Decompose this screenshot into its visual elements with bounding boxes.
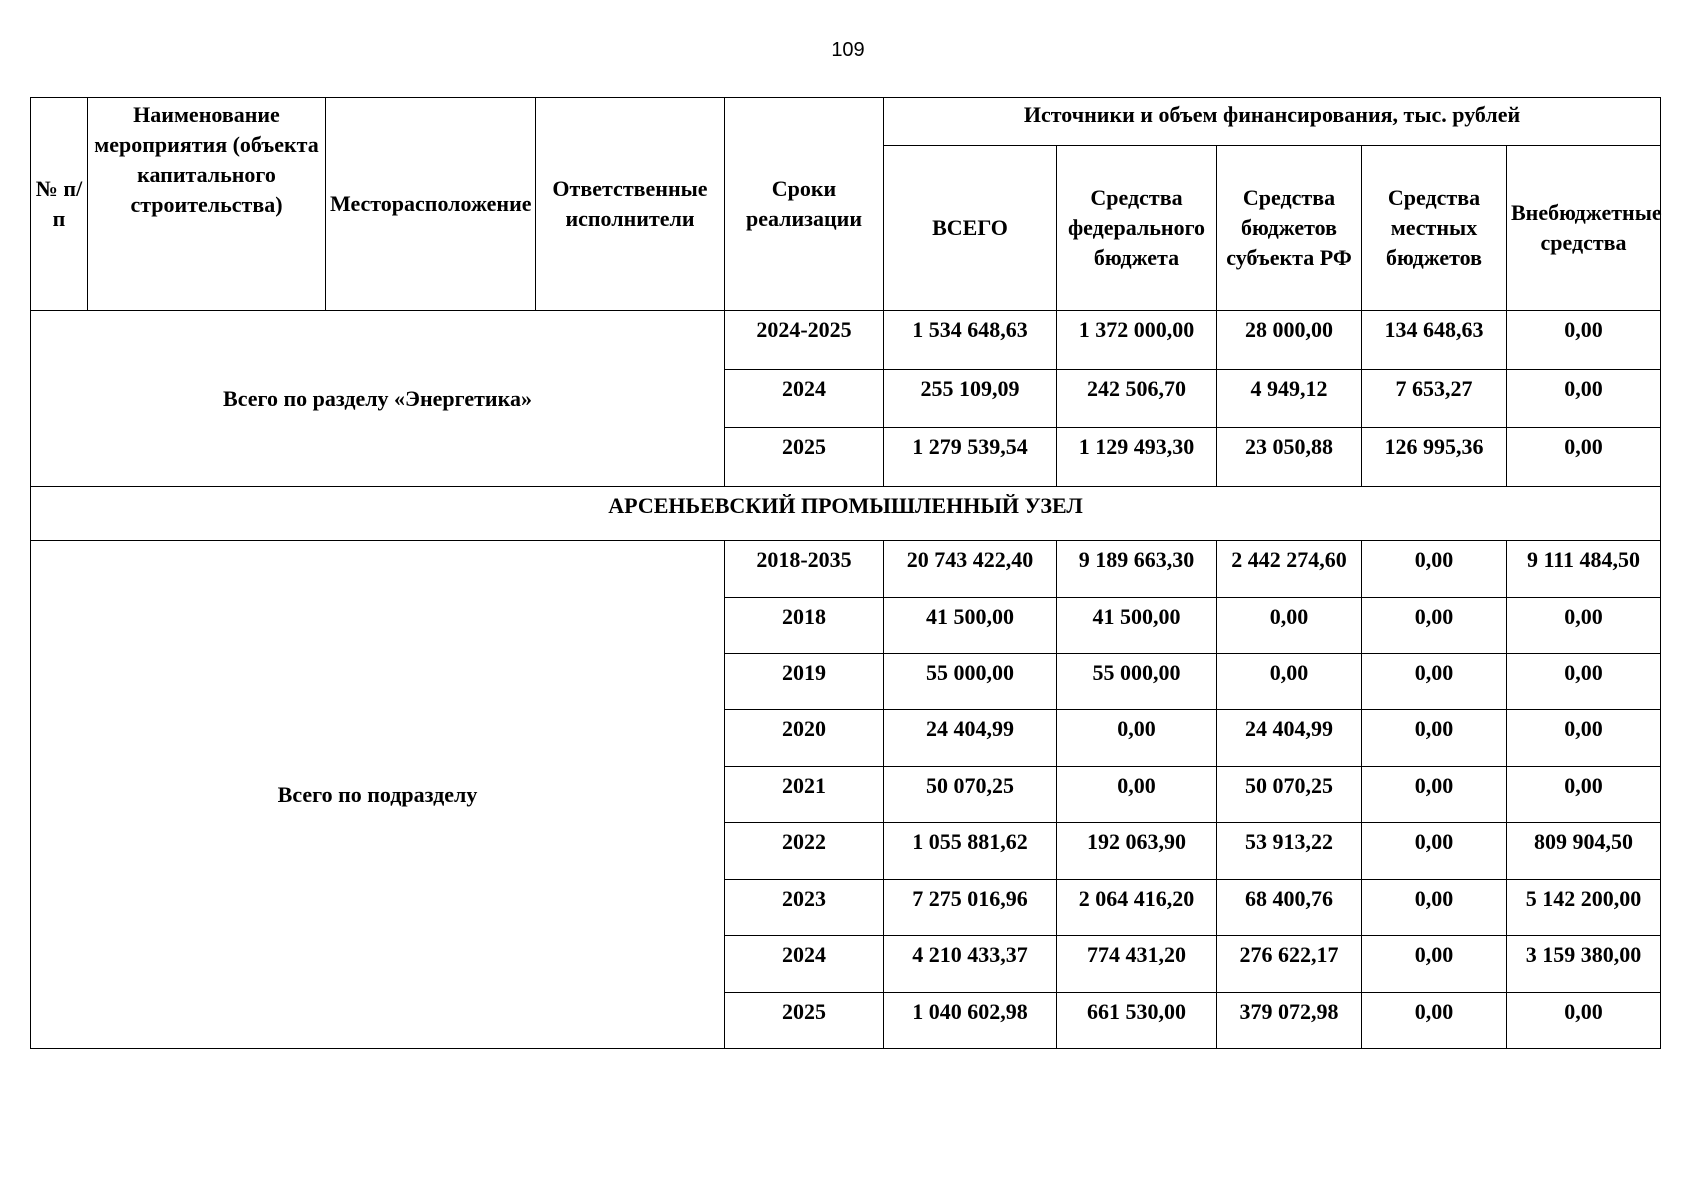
total-cell: 7 275 016,96 [884, 879, 1057, 935]
header-responsible: Ответственные исполнители [536, 98, 725, 311]
energy-row [31, 311, 1661, 369]
arsenyev-total-label: Всего по подразделу [31, 541, 725, 1049]
local-cell: 126 995,36 [1362, 428, 1507, 486]
subject-cell: 24 404,99 [1217, 710, 1362, 766]
federal-cell: 1 129 493,30 [1057, 428, 1217, 486]
local-cell: 0,00 [1362, 766, 1507, 822]
header-federal: Средства федерального бюджета [1057, 146, 1217, 311]
header-row-1 [31, 98, 1661, 146]
offbudget-cell: 0,00 [1507, 653, 1661, 709]
total-cell: 50 070,25 [884, 766, 1057, 822]
period-cell: 2018 [725, 597, 884, 653]
period-cell: 2023 [725, 879, 884, 935]
header-period: Сроки реализации [725, 98, 884, 311]
subject-cell: 0,00 [1217, 597, 1362, 653]
total-cell: 1 055 881,62 [884, 823, 1057, 879]
subject-cell: 2 442 274,60 [1217, 541, 1362, 597]
federal-cell: 9 189 663,30 [1057, 541, 1217, 597]
section-title: АРСЕНЬЕВСКИЙ ПРОМЫШЛЕННЫЙ УЗЕЛ [31, 486, 1661, 540]
total-cell: 4 210 433,37 [884, 936, 1057, 992]
federal-cell: 242 506,70 [1057, 369, 1217, 427]
subject-cell: 4 949,12 [1217, 369, 1362, 427]
subject-cell: 276 622,17 [1217, 936, 1362, 992]
federal-cell: 192 063,90 [1057, 823, 1217, 879]
total-cell: 255 109,09 [884, 369, 1057, 427]
period-cell: 2020 [725, 710, 884, 766]
total-cell: 1 279 539,54 [884, 428, 1057, 486]
federal-cell: 41 500,00 [1057, 597, 1217, 653]
federal-cell: 0,00 [1057, 766, 1217, 822]
offbudget-cell: 5 142 200,00 [1507, 879, 1661, 935]
local-cell: 7 653,27 [1362, 369, 1507, 427]
period-cell: 2018-2035 [725, 541, 884, 597]
period-cell: 2021 [725, 766, 884, 822]
federal-cell: 661 530,00 [1057, 992, 1217, 1049]
local-cell: 0,00 [1362, 541, 1507, 597]
local-cell: 0,00 [1362, 653, 1507, 709]
local-cell: 0,00 [1362, 936, 1507, 992]
offbudget-cell: 0,00 [1507, 992, 1661, 1049]
subject-cell: 50 070,25 [1217, 766, 1362, 822]
subject-cell: 379 072,98 [1217, 992, 1362, 1049]
subject-cell: 0,00 [1217, 653, 1362, 709]
federal-cell: 2 064 416,20 [1057, 879, 1217, 935]
financing-table [30, 97, 1661, 1049]
period-cell: 2022 [725, 823, 884, 879]
offbudget-cell: 0,00 [1507, 597, 1661, 653]
offbudget-cell: 0,00 [1507, 311, 1661, 369]
subject-cell: 23 050,88 [1217, 428, 1362, 486]
header-local: Средства местных бюджетов [1362, 146, 1507, 311]
total-cell: 24 404,99 [884, 710, 1057, 766]
period-cell: 2025 [725, 428, 884, 486]
federal-cell: 55 000,00 [1057, 653, 1217, 709]
page-number: 109 [831, 39, 865, 61]
local-cell: 0,00 [1362, 823, 1507, 879]
header-total: ВСЕГО [884, 146, 1057, 311]
offbudget-cell: 809 904,50 [1507, 823, 1661, 879]
section-title-row [31, 486, 1661, 540]
subject-cell: 28 000,00 [1217, 311, 1362, 369]
offbudget-cell: 0,00 [1507, 369, 1661, 427]
total-cell: 1 040 602,98 [884, 992, 1057, 1049]
header-offbudget: Внебюджетные средства [1507, 146, 1661, 311]
period-cell: 2024 [725, 936, 884, 992]
header-name: Наименование мероприятия (объекта капитального строительства) [88, 98, 326, 311]
offbudget-cell: 0,00 [1507, 428, 1661, 486]
offbudget-cell: 3 159 380,00 [1507, 936, 1661, 992]
header-subject: Средства бюджетов субъекта РФ [1217, 146, 1362, 311]
offbudget-cell: 9 111 484,50 [1507, 541, 1661, 597]
period-cell: 2024-2025 [725, 311, 884, 369]
local-cell: 0,00 [1362, 992, 1507, 1049]
local-cell: 0,00 [1362, 710, 1507, 766]
arsenyev-row [31, 541, 1661, 597]
federal-cell: 0,00 [1057, 710, 1217, 766]
total-cell: 1 534 648,63 [884, 311, 1057, 369]
period-cell: 2025 [725, 992, 884, 1049]
total-cell: 55 000,00 [884, 653, 1057, 709]
local-cell: 134 648,63 [1362, 311, 1507, 369]
local-cell: 0,00 [1362, 597, 1507, 653]
subject-cell: 53 913,22 [1217, 823, 1362, 879]
total-cell: 20 743 422,40 [884, 541, 1057, 597]
total-cell: 41 500,00 [884, 597, 1057, 653]
period-cell: 2024 [725, 369, 884, 427]
energy-total-label: Всего по разделу «Энергетика» [31, 311, 725, 486]
header-location: Месторасположение [326, 98, 536, 311]
federal-cell: 774 431,20 [1057, 936, 1217, 992]
header-sources: Источники и объем финансирования, тыс. рублей [884, 98, 1661, 146]
period-cell: 2019 [725, 653, 884, 709]
local-cell: 0,00 [1362, 879, 1507, 935]
offbudget-cell: 0,00 [1507, 710, 1661, 766]
header-num: № п/п [31, 98, 88, 311]
subject-cell: 68 400,76 [1217, 879, 1362, 935]
federal-cell: 1 372 000,00 [1057, 311, 1217, 369]
offbudget-cell: 0,00 [1507, 766, 1661, 822]
